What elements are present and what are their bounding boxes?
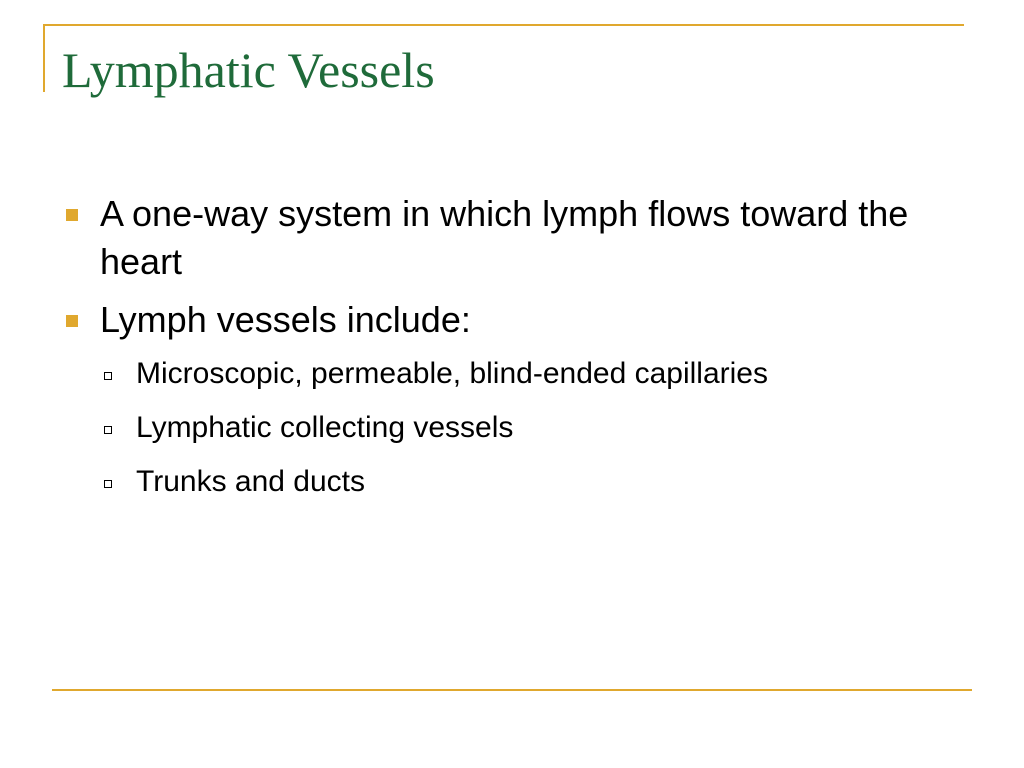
bullet-item xyxy=(62,296,942,344)
sub-bullet-item xyxy=(62,462,942,502)
square-bullet-icon xyxy=(66,209,78,221)
sub-bullet-text: Lymphatic collecting vessels xyxy=(136,411,514,444)
sub-bullet-list xyxy=(62,354,942,502)
left-accent-line xyxy=(43,24,45,92)
hollow-square-bullet-icon xyxy=(104,372,112,380)
bottom-accent-line xyxy=(52,689,972,691)
sub-bullet-group xyxy=(62,354,942,502)
top-accent-line xyxy=(44,24,964,26)
hollow-square-bullet-icon xyxy=(104,480,112,488)
square-bullet-icon xyxy=(66,315,78,327)
bullet-item xyxy=(62,190,942,286)
sub-bullet-text: Trunks and ducts xyxy=(136,465,365,498)
bullet-text: A one-way system in which lymph flows toward the heart xyxy=(100,193,909,282)
sub-bullet-text: Microscopic, permeable, blind-ended capillaries xyxy=(136,357,768,390)
hollow-square-bullet-icon xyxy=(104,426,112,434)
bullet-text: Lymph vessels include: xyxy=(100,299,471,340)
sub-bullet-item xyxy=(62,408,942,448)
sub-bullet-item xyxy=(62,354,942,394)
slide-title: Lymphatic Vessels xyxy=(62,42,435,98)
bullet-list xyxy=(62,190,942,516)
